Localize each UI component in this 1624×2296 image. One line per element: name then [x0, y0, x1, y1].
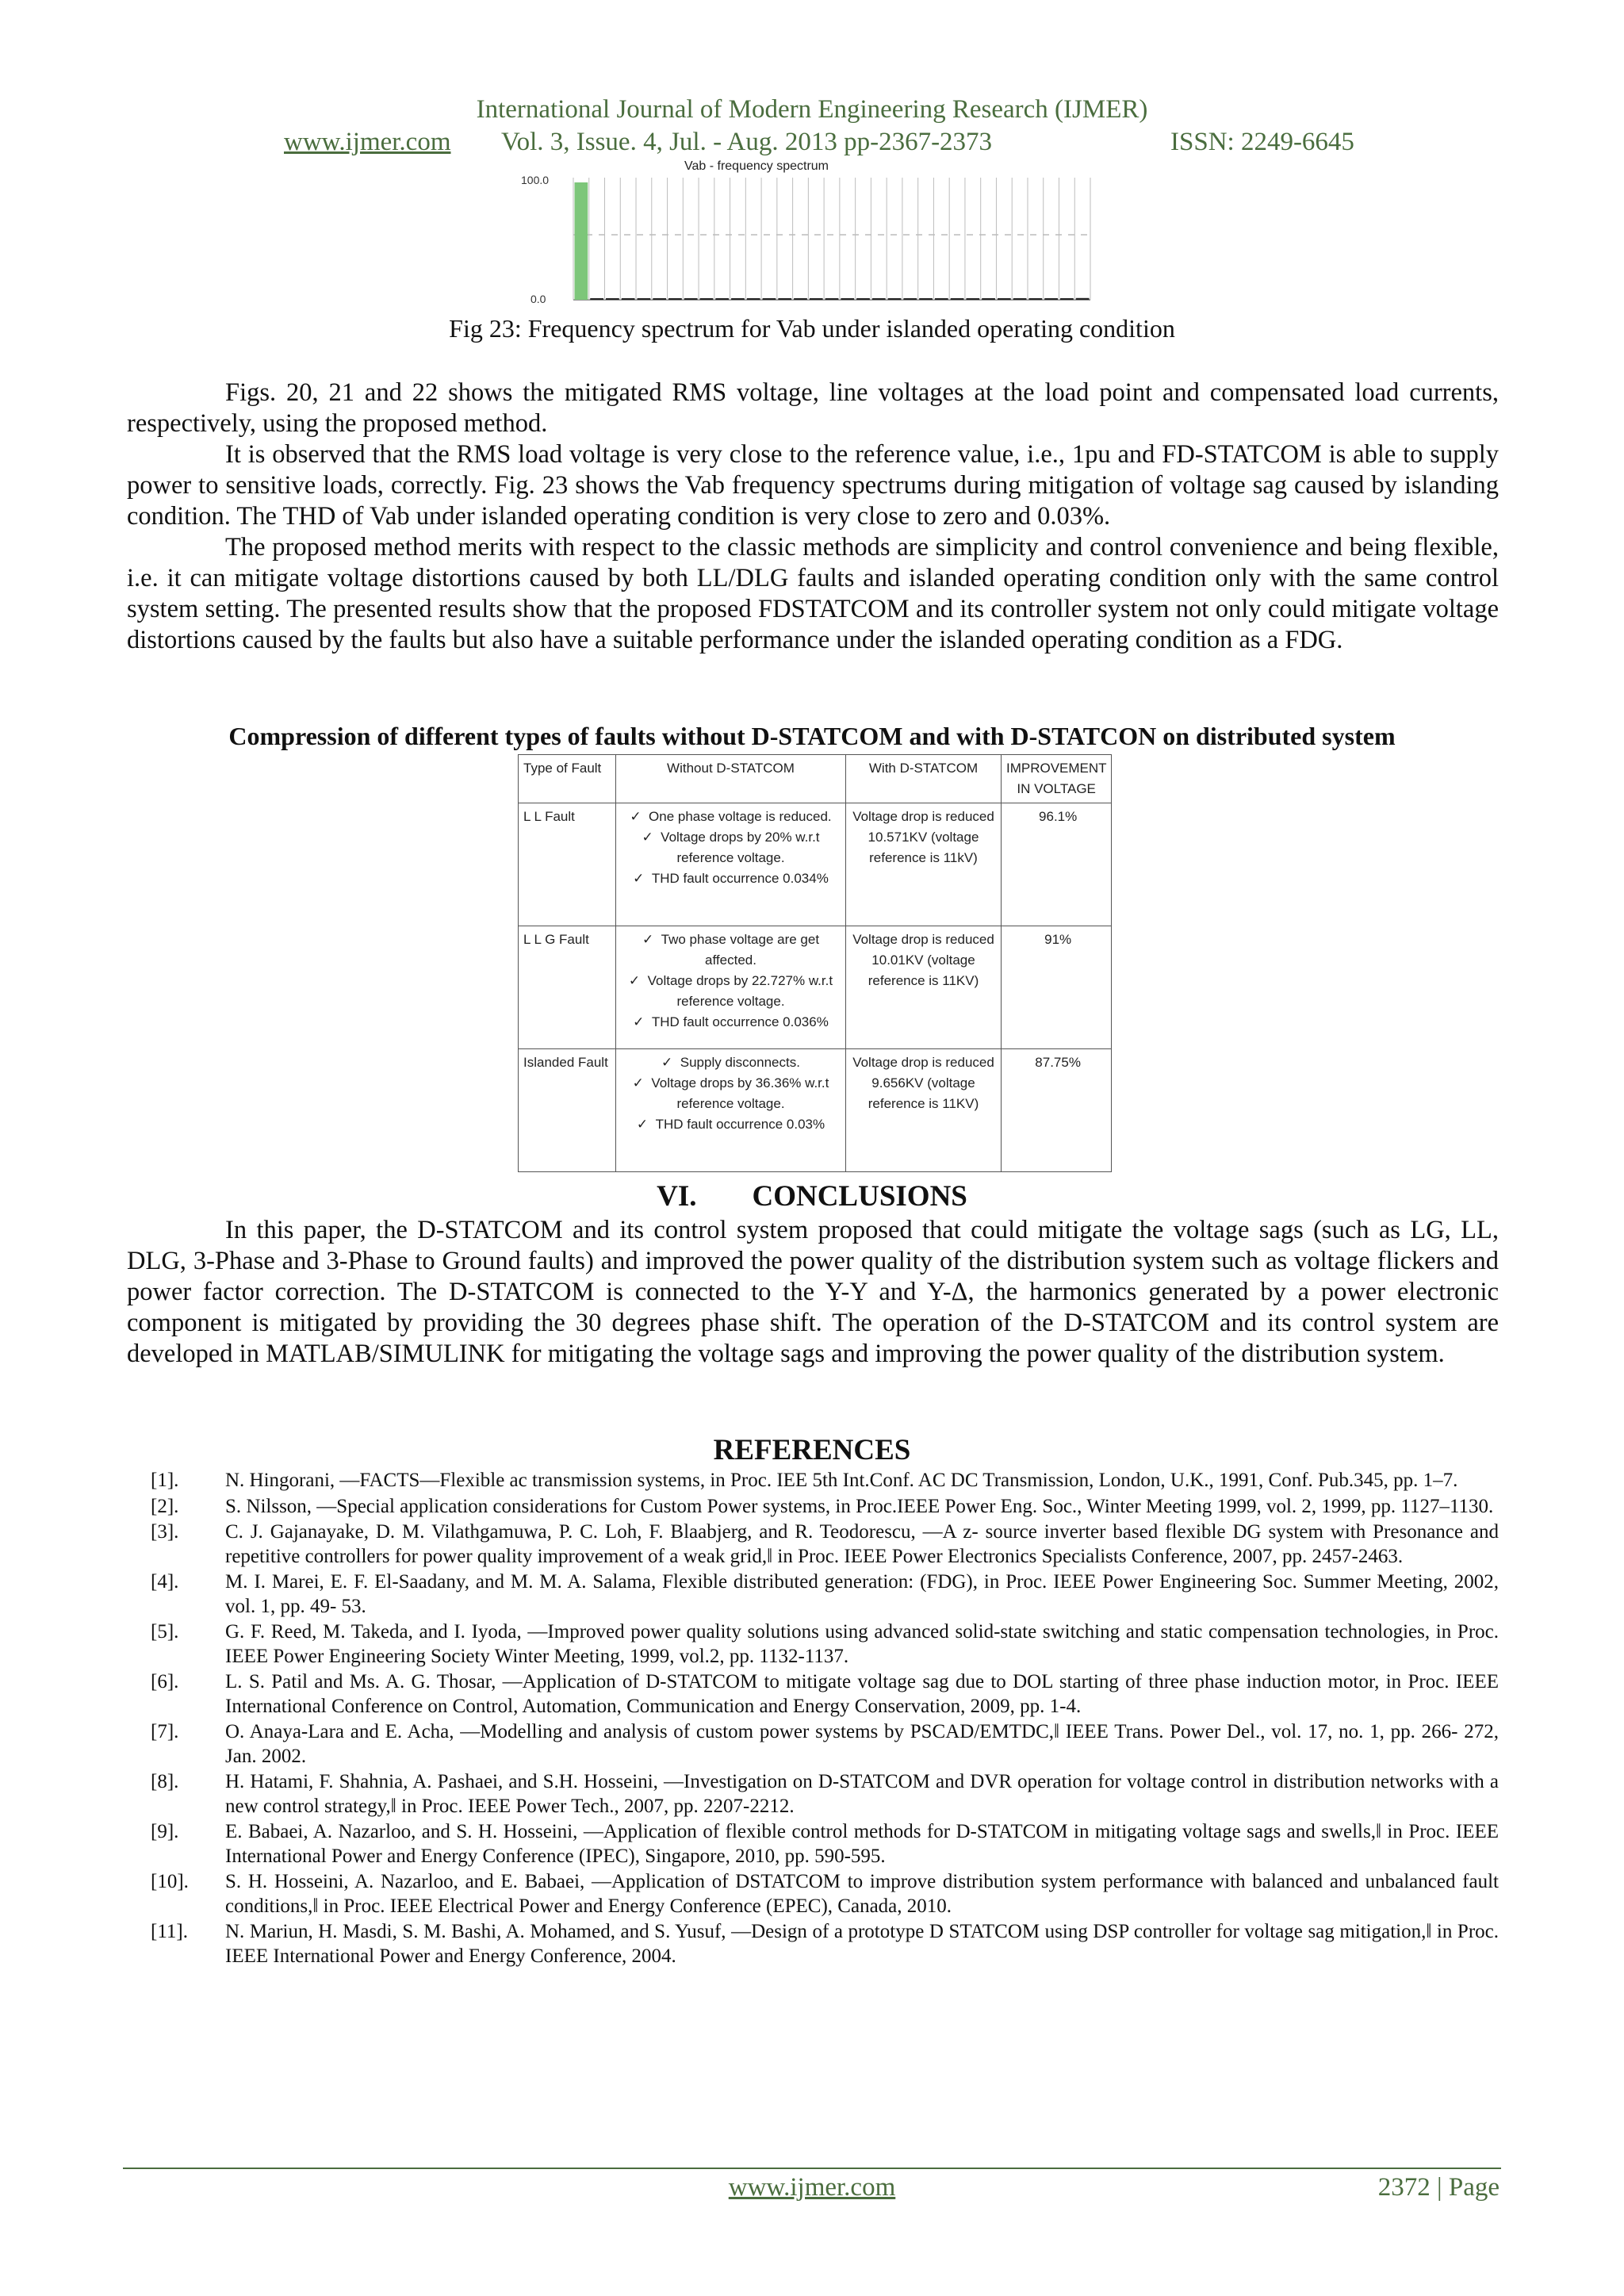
reference-number: [2].	[151, 1495, 179, 1517]
reference-item	[151, 1495, 1499, 1520]
footer-website-link[interactable]: www.ijmer.com	[728, 2173, 896, 2202]
paragraph: Figs. 20, 21 and 22 shows the mitigated RMS voltage, line voltages at the load point and compensated load currents, respectively, using the proposed method.	[127, 378, 1499, 438]
page-number: 2372 | Page	[1377, 2173, 1500, 2202]
reference-item	[151, 1570, 1499, 1619]
spectrum-bar	[1076, 298, 1090, 300]
spectrum-bar	[638, 298, 651, 300]
fault-type-cell: Islanded Fault	[519, 1049, 616, 1172]
header-issn: ISSN: 2249-6645	[1170, 128, 1354, 157]
spectrum-bar	[794, 298, 807, 300]
section-title: CONCLUSIONS	[752, 1180, 967, 1213]
reference-item	[151, 1870, 1499, 1918]
spectrum-bar	[1028, 298, 1042, 300]
spectrum-bar	[731, 298, 745, 300]
spectrum-bar	[1060, 298, 1074, 300]
improvement-cell: 91%	[1002, 926, 1112, 1049]
conclusions-heading	[0, 1179, 1624, 1213]
check-item: ✓ THD fault occurrence 0.03%	[621, 1114, 841, 1135]
spectrum-bar	[1044, 298, 1058, 300]
spectrum-bar	[700, 298, 714, 300]
check-item: ✓ One phase voltage is reduced.	[621, 807, 841, 827]
table-row	[519, 803, 1112, 926]
spectrum-bar	[575, 182, 588, 300]
y-tick-label: 0.0	[530, 293, 546, 305]
paragraph: In this paper, the D-STATCOM and its control system proposed that could mitigate the voltage sags (such as LG, LL, DLG, 3-Phase and 3-Phase to Ground faults) and improved the power quality of the distribution system such as voltage flickers and power factor correction. The D-STATCOM is connected to the Y-Y and Y-Δ, the harmonics generated by a power electronic component is mitigated by providing the 30 degrees phase shift. The operation of the D-STATCOM and its control system are developed in MATLAB/SIMULINK for mitigating the voltage sags and improving the power quality of the distribution system.	[127, 1216, 1499, 1368]
reference-number: [7].	[151, 1721, 179, 1742]
spectrum-bar	[668, 298, 682, 300]
table-row	[519, 926, 1112, 1049]
y-tick-label: 100.0	[521, 174, 550, 186]
reference-text: L. S. Patil and Ms. A. G. Thosar, ―Application of D-STATCOM to mitigate voltage sag due to DOL starting of three phase induction motor, in Proc. IEEE International Conference on Control, Automation, Communication and Energy Conservation, 2009, pp. 1-4.	[225, 1671, 1499, 1717]
fault-type-cell: L L Fault	[519, 803, 616, 926]
spectrum-bar	[1013, 298, 1027, 300]
with-dstatcom-cell: Voltage drop is reduced 10.01KV (voltage reference is 11KV)	[846, 926, 1002, 1049]
reference-number: [11].	[151, 1921, 188, 1942]
column-header: With D-STATCOM	[846, 755, 1002, 803]
reference-text: H. Hatami, F. Shahnia, A. Pashaei, and S.H. Hosseini, ―Investigation on D-STATCOM and DVR operation for voltage control in distribution networks with a new control strategy,‖ in Proc. IEEE Power Tech., 2007, pp. 2207-2212.	[225, 1771, 1499, 1817]
spectrum-bar	[841, 298, 854, 300]
frequency-spectrum-chart	[519, 157, 1098, 306]
conclusions-body	[127, 1215, 1499, 1370]
header-volume: Vol. 3, Issue. 4, Jul. - Aug. 2013 pp-2367-2373	[501, 128, 993, 157]
spectrum-bar	[872, 298, 886, 300]
without-dstatcom-cell	[616, 803, 846, 926]
figure-caption: Fig 23: Frequency spectrum for Vab under islanded operating condition	[449, 314, 1175, 343]
fault-comparison-table	[518, 754, 1112, 1172]
results-discussion	[127, 378, 1499, 656]
spectrum-bar	[778, 298, 791, 300]
reference-item	[151, 1520, 1499, 1569]
reference-number: [10].	[151, 1871, 189, 1892]
journal-title: International Journal of Modern Engineering Research (IJMER)	[476, 95, 1148, 124]
reference-item	[151, 1820, 1499, 1869]
without-dstatcom-cell	[616, 926, 846, 1049]
with-dstatcom-cell: Voltage drop is reduced 9.656KV (voltage reference is 11KV)	[846, 1049, 1002, 1172]
column-header: Type of Fault	[519, 755, 616, 803]
without-dstatcom-cell	[616, 1049, 846, 1172]
reference-item	[151, 1469, 1499, 1493]
check-item: ✓ Voltage drops by 22.727% w.r.t reference voltage.	[621, 971, 841, 1012]
spectrum-bar	[715, 298, 729, 300]
references-list	[151, 1469, 1499, 1970]
spectrum-bar	[810, 298, 823, 300]
spectrum-bar	[684, 298, 698, 300]
reference-text: N. Hingorani, ―FACTS―Flexible ac transmission systems, in Proc. IEE 5th Int.Conf. AC DC Transmission, London, U.K., 1991, Conf. Pub.345, pp. 1–7.	[225, 1470, 1458, 1491]
column-header: IMPROVEMENT IN VOLTAGE	[1002, 755, 1112, 803]
spectrum-bar	[606, 298, 619, 300]
reference-text: O. Anaya-Lara and E. Acha, ―Modelling and analysis of custom power systems by PSCAD/EMTDC,‖ IEEE Trans. Power Del., vol. 17, no. 1, pp. 266- 272, Jan. 2002.	[225, 1721, 1499, 1767]
reference-item	[151, 1920, 1499, 1968]
table-title: Compression of different types of faults without D-STATCOM and with D-STATCON on distributed system	[228, 722, 1396, 750]
check-item: ✓ Supply disconnects.	[621, 1052, 841, 1073]
chart-title: Vab - frequency spectrum	[684, 159, 829, 173]
reference-text: C. J. Gajanayake, D. M. Vilathgamuwa, P. C. Loh, F. Blaabjerg, and R. Teodorescu, ―A z- source inverter based flexible DG system with Presonance and repetitive controllers for power quality improvement of a weak grid,‖ in Proc. IEEE Power Electronics Specialists Conference, 2007, pp. 2457-2463.	[225, 1521, 1499, 1567]
reference-number: [4].	[151, 1571, 179, 1593]
paragraph: It is observed that the RMS load voltage is very close to the reference value, i.e., 1pu and FD-STATCOM is able to supply power to sensitive loads, correctly. Fig. 23 shows the Vab frequency spectrums during mitigation of voltage sag caused by islanding condition. The THD of Vab under islanded operating condition is very close to zero and 0.03%.	[127, 440, 1499, 531]
reference-text: S. Nilsson, ―Special application considerations for Custom Power systems, in Proc.IEEE Power Eng. Soc., Winter Meeting 1999, vol. 2, 1999, pp. 1127–1130.	[225, 1495, 1494, 1517]
spectrum-bar	[825, 298, 839, 300]
reference-item	[151, 1670, 1499, 1719]
header-website-link[interactable]: www.ijmer.com	[284, 128, 451, 157]
reference-item	[151, 1770, 1499, 1819]
page-header	[0, 94, 1624, 159]
paragraph: The proposed method merits with respect to the classic methods are simplicity and control convenience and being flexible, i.e. it can mitigate voltage distortions caused by both LL/DLG faults and islanded operating condition only with the same control system setting. The presented results show that the proposed FDSTATCOM and its controller system not only could mitigate voltage distortions caused by the faults but also have a suitable performance under the islanded operating condition as a FDG.	[127, 533, 1499, 654]
spectrum-bar	[590, 298, 603, 300]
spectrum-bar	[935, 298, 948, 300]
reference-text: M. I. Marei, E. F. El-Saadany, and M. M. A. Salama, Flexible distributed generation: (FDG), in Proc. IEEE Power Engineering Soc. Summer Meeting, 2002, vol. 1, pp. 49- 53.	[225, 1571, 1499, 1617]
spectrum-bar	[998, 298, 1011, 300]
with-dstatcom-cell: Voltage drop is reduced 10.571KV (voltage reference is 11kV)	[846, 803, 1002, 926]
spectrum-bar	[919, 298, 933, 300]
reference-item	[151, 1720, 1499, 1769]
reference-text: N. Mariun, H. Masdi, S. M. Bashi, A. Mohamed, and S. Yusuf, ―Design of a prototype D STATCOM using DSP controller for voltage sag mitigation,‖ in Proc. IEEE International Power and Energy Conference, 2004.	[225, 1921, 1499, 1967]
improvement-cell: 96.1%	[1002, 803, 1112, 926]
spectrum-bar	[951, 298, 964, 300]
spectrum-bar	[888, 298, 902, 300]
reference-item	[151, 1620, 1499, 1669]
fault-type-cell: L L G Fault	[519, 926, 616, 1049]
reference-number: [8].	[151, 1771, 179, 1792]
reference-number: [9].	[151, 1821, 179, 1842]
spectrum-bar	[982, 298, 995, 300]
reference-text: E. Babaei, A. Nazarloo, and S. H. Hosseini, ―Application of flexible control methods for D-STATCOM in mitigating voltage sags and swells,‖ in Proc. IEEE International Power and Energy Conference (IPEC), Singapore, 2010, pp. 590-595.	[225, 1821, 1499, 1867]
check-item: ✓ THD fault occurrence 0.036%	[621, 1012, 841, 1033]
reference-text: G. F. Reed, M. Takeda, and I. Iyoda, ―Improved power quality solutions using advanced solid-state switching and static compensation technologies, in Proc. IEEE Power Engineering Society Winter Meeting, 1999, vol.2, pp. 1132-1137.	[225, 1621, 1499, 1667]
reference-number: [6].	[151, 1671, 179, 1692]
check-item: ✓ THD fault occurrence 0.034%	[621, 868, 841, 889]
spectrum-bar	[903, 298, 917, 300]
references-heading: REFERENCES	[713, 1434, 911, 1466]
spectrum-bar	[653, 298, 666, 300]
section-number: VI.	[657, 1180, 697, 1213]
table-row	[519, 1049, 1112, 1172]
spectrum-bar	[763, 298, 776, 300]
spectrum-bar	[622, 298, 635, 300]
reference-number: [1].	[151, 1470, 179, 1491]
spectrum-bar	[966, 298, 979, 300]
reference-number: [5].	[151, 1621, 179, 1642]
column-header: Without D-STATCOM	[616, 755, 846, 803]
improvement-cell: 87.75%	[1002, 1049, 1112, 1172]
spectrum-bar	[856, 298, 870, 300]
check-item: ✓ Two phase voltage are get affected.	[621, 930, 841, 971]
check-item: ✓ Voltage drops by 36.36% w.r.t reference voltage.	[621, 1073, 841, 1114]
reference-text: S. H. Hosseini, A. Nazarloo, and E. Babaei, ―Application of DSTATCOM to improve distribution system performance with balanced and unbalanced fault conditions,‖ in Proc. IEEE Electrical Power and Energy Conference (EPEC), Canada, 2010.	[225, 1871, 1499, 1917]
table-header-row	[519, 755, 1112, 803]
check-item: ✓ Voltage drops by 20% w.r.t reference voltage.	[621, 827, 841, 868]
chart-background	[519, 157, 1098, 306]
footer-rule	[123, 2168, 1501, 2169]
reference-number: [3].	[151, 1521, 179, 1543]
spectrum-bar	[747, 298, 760, 300]
